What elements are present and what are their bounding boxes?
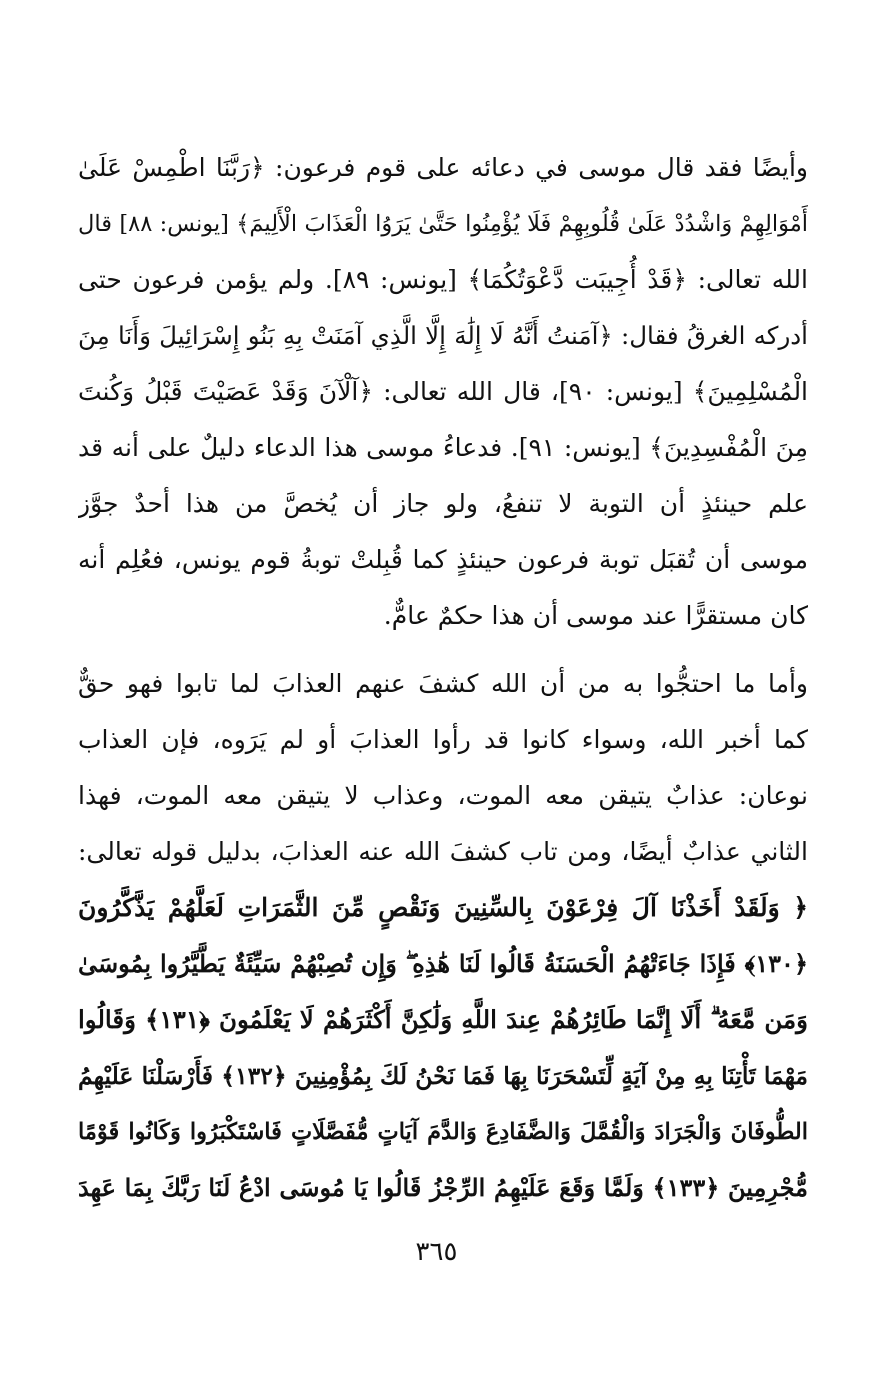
quran-verse-line: مُّجْرِمِينَ ﴿١٣٣﴾ وَلَمَّا وَقَعَ عَلَيْهِمُ الرِّجْزُ قَالُوا يَا مُوسَى ادْعُ لَنَا رَبَّكَ بِمَا عَهِدَ (78, 1173, 808, 1202)
quran-verse-line: وَمَن مَّعَهُ ۗ أَلَا إِنَّمَا طَائِرُهُمْ عِندَ اللَّهِ وَلَٰكِنَّ أَكْثَرَهُمْ لَا يَعْلَمُونَ ﴿١٣١﴾ وَقَالُوا (78, 1005, 808, 1034)
text-line: الْمُسْلِمِينَ﴾ [يونس: ٩٠]، قال الله تعالى: ﴿آلْآنَ وَقَدْ عَصَيْتَ قَبْلُ وَكُنتَ (78, 377, 808, 406)
quran-verse-line: الطُّوفَانَ وَالْجَرَادَ وَالْقُمَّلَ وَالضَّفَادِعَ وَالدَّمَ آيَاتٍ مُّفَصَّلَاتٍ فَاسْتَكْبَرُوا وَكَانُوا قَوْمًا (78, 1119, 808, 1145)
text-line: نوعان: عذابٌ يتيقن معه الموت، وعذاب لا يتيقن معه الموت، فهذا (78, 781, 808, 810)
quran-verse-line: مَهْمَا تَأْتِنَا بِهِ مِنْ آيَةٍ لِّتَسْحَرَنَا بِهَا فَمَا نَحْنُ لَكَ بِمُؤْمِنِينَ ﴿١٣٢﴾ فَأَرْسَلْنَا عَلَيْهِمُ (78, 1062, 808, 1090)
paragraph-2 (78, 656, 808, 1216)
page-number: ٣٦٥ (415, 1237, 458, 1267)
text-line: علم حينئذٍ أن التوبة لا تنفعُ، ولو جاز أن يُخصَّ من هذا أحدٌ جوَّز (78, 489, 808, 518)
text-line: أدركه الغرقُ فقال: ﴿آمَنتُ أَنَّهُ لَا إِلَٰهَ إِلَّا الَّذِي آمَنَتْ بِهِ بَنُو إِسْرَائِيلَ وَأَنَا مِنَ (78, 321, 808, 350)
text-line: الله تعالى: ﴿قَدْ أُجِيبَت دَّعْوَتُكُمَا﴾ [يونس: ٨٩]. ولم يؤمن فرعون حتى (78, 265, 808, 294)
text-line: كان مستقرًّا عند موسى أن هذا حكمٌ عامٌّ. (383, 601, 808, 630)
text-line: وأيضًا فقد قال موسى في دعائه على قوم فرعون: ﴿رَبَّنَا اطْمِسْ عَلَىٰ (78, 153, 808, 182)
text-line: الثاني عذابٌ أيضًا، ومن تاب كشفَ الله عنه العذابَ، بدليل قوله تعالى: (78, 837, 808, 866)
text-line: موسى أن تُقبَل توبة فرعون حينئذٍ كما قُبِلتْ توبةُ قوم يونس، فعُلِم أنه (78, 545, 808, 574)
text-line: أَمْوَالِهِمْ وَاشْدُدْ عَلَىٰ قُلُوبِهِمْ فَلَا يُؤْمِنُوا حَتَّىٰ يَرَوُا الْعَذَابَ الْأَلِيمَ﴾ [يونس: ٨٨] قال (78, 211, 808, 237)
text-line: مِنَ الْمُفْسِدِينَ﴾ [يونس: ٩١]. فدعاءُ موسى هذا الدعاء دليلٌ على أنه قد (78, 433, 808, 462)
page-body (78, 140, 808, 1216)
text-line: وأما ما احتجُّوا به من أن الله كشفَ عنهم العذابَ لما تابوا فهو حقٌّ (78, 669, 808, 698)
quran-verse-line: ﴿ وَلَقَدْ أَخَذْنَا آلَ فِرْعَوْنَ بِالسِّنِينَ وَنَقْصٍ مِّنَ الثَّمَرَاتِ لَعَلَّهُمْ يَذَّكَّرُونَ (78, 893, 808, 922)
paragraph-1 (78, 140, 808, 644)
quran-verse-line: ﴿١٣٠﴾ فَإِذَا جَاءَتْهُمُ الْحَسَنَةُ قَالُوا لَنَا هَٰذِهِ ۖ وَإِن تُصِبْهُمْ سَيِّئَةٌ يَطَّيَّرُوا بِمُوسَىٰ (78, 949, 808, 978)
text-line: كما أخبر الله، وسواء كانوا قد رأوا العذابَ أو لم يَرَوه، فإن العذاب (78, 725, 808, 754)
